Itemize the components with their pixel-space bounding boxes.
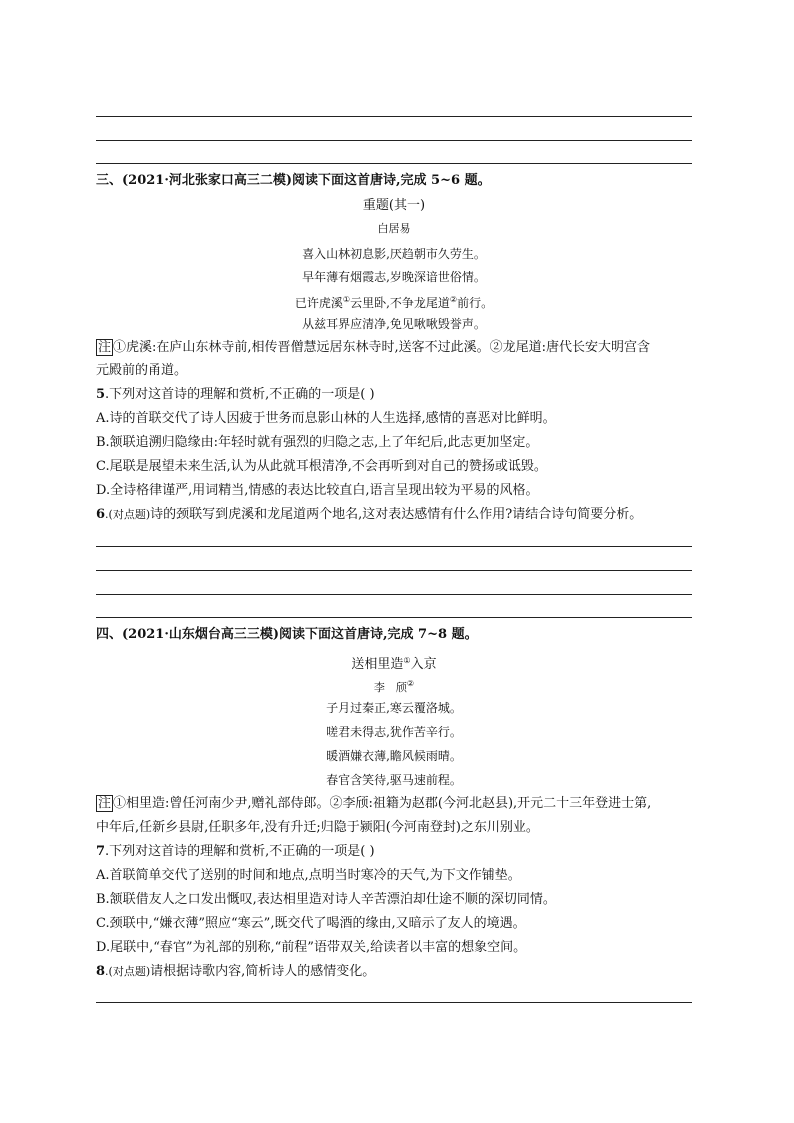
poem2-line: 子月过秦正,寒云覆洛城。 bbox=[326, 701, 462, 715]
question-5-option-d[interactable]: D.全诗格律谨严,用词精当,情感的表达比较直白,语言呈现出较为平易的风格。 bbox=[96, 483, 539, 498]
answer-line[interactable] bbox=[96, 546, 692, 547]
poem2-title: 送相里造①入京 bbox=[351, 656, 437, 672]
poem1-note-cont: 元殿前的甬道。 bbox=[96, 363, 188, 378]
poem2-line: 嗟君未得志,犹作苦辛行。 bbox=[326, 725, 462, 739]
answer-line[interactable] bbox=[96, 116, 692, 117]
section3-header: 三、(2021·河北张家口高三二模)阅读下面这首唐诗,完成 5~6 题。 bbox=[96, 173, 491, 188]
note-label: 注 bbox=[98, 796, 112, 811]
question-5-option-b[interactable]: B.颔联追溯归隐缘由:年轻时就有强烈的归隐之志,上了年纪后,此志更加坚定。 bbox=[96, 435, 539, 450]
section4-header: 四、(2021·山东烟台高三三模)阅读下面这首唐诗,完成 7~8 题。 bbox=[96, 627, 478, 642]
poem1-author: 白居易 bbox=[377, 222, 411, 235]
answer-line[interactable] bbox=[96, 594, 692, 595]
question-8-stem: 8.(对点题)请根据诗歌内容,简析诗人的感情变化。 bbox=[96, 964, 376, 979]
poem1-line: 早年薄有烟霞志,岁晚深谙世俗情。 bbox=[302, 270, 486, 284]
question-7-stem: 7.下列对这首诗的理解和赏析,不正确的一项是( ) bbox=[96, 844, 375, 859]
poem1-title: 重题(其一) bbox=[362, 198, 426, 213]
poem1-line: 从兹耳界应清净,免见啾啾毁誉声。 bbox=[302, 317, 486, 331]
question-5-option-c[interactable]: C.尾联是展望未来生活,认为从此就耳根清净,不会再听到对自己的赞扬或诋毁。 bbox=[96, 459, 547, 474]
note-label: 注 bbox=[98, 340, 112, 355]
poem2-note: 注 ①相里造:曾任河南少尹,赠礼部侍郎。②李颀:祖籍为赵郡(今河北赵县),开元二十三年登进士第, bbox=[98, 796, 652, 811]
question-5-stem: 5.下列对这首诗的理解和赏析,不正确的一项是( ) bbox=[96, 387, 375, 402]
answer-line[interactable] bbox=[96, 570, 692, 571]
question-7-option-c[interactable]: C.颈联中,“嫌衣薄”照应“寒云”,既交代了喝酒的缘由,又暗示了友人的境遇。 bbox=[96, 916, 526, 931]
poem1-line: 已许虎溪①云里卧,不争龙尾道②前行。 bbox=[294, 295, 494, 310]
question-6-stem: 6.(对点题)诗的颈联写到虎溪和龙尾道两个地名,这对表达感情有什么作用?请结合诗句简要分析。 bbox=[96, 507, 643, 522]
poem2-line: 暖酒嫌衣薄,瞻风候雨晴。 bbox=[326, 749, 462, 763]
answer-line[interactable] bbox=[96, 617, 692, 618]
poem2-note-cont: 中年后,任新乡县尉,任职多年,没有升迁;归隐于颍阳(今河南登封)之东川别业。 bbox=[96, 820, 539, 835]
question-5-option-a[interactable]: A.诗的首联交代了诗人因疲于世务而息影山林的人生选择,感情的喜恶对比鲜明。 bbox=[96, 411, 556, 426]
question-7-option-d[interactable]: D.尾联中,“春官”为礼部的别称,“前程”语带双关,给读者以丰富的想象空间。 bbox=[96, 940, 527, 955]
worksheet-page bbox=[96, 0, 692, 1123]
poem1-note: 注 ①虎溪:在庐山东林寺前,相传晋僧慧远居东林寺时,送客不过此溪。②龙尾道:唐代长安大明宫含 bbox=[98, 340, 651, 355]
poem2-line: 春官含笑待,驱马速前程。 bbox=[326, 773, 462, 787]
poem1-line: 喜入山林初息影,厌趋朝市久劳生。 bbox=[302, 247, 486, 261]
poem2-author: 李 颀② bbox=[373, 679, 415, 694]
answer-line[interactable] bbox=[96, 163, 692, 164]
answer-line[interactable] bbox=[96, 140, 692, 141]
question-7-option-a[interactable]: A.首联简单交代了送别的时间和地点,点明当时寒冷的天气,为下文作铺垫。 bbox=[96, 868, 521, 883]
question-7-option-b[interactable]: B.颔联借友人之口发出慨叹,表达相里造对诗人辛苦漂泊却仕途不顺的深切同情。 bbox=[96, 892, 556, 907]
answer-line[interactable] bbox=[96, 1002, 692, 1003]
